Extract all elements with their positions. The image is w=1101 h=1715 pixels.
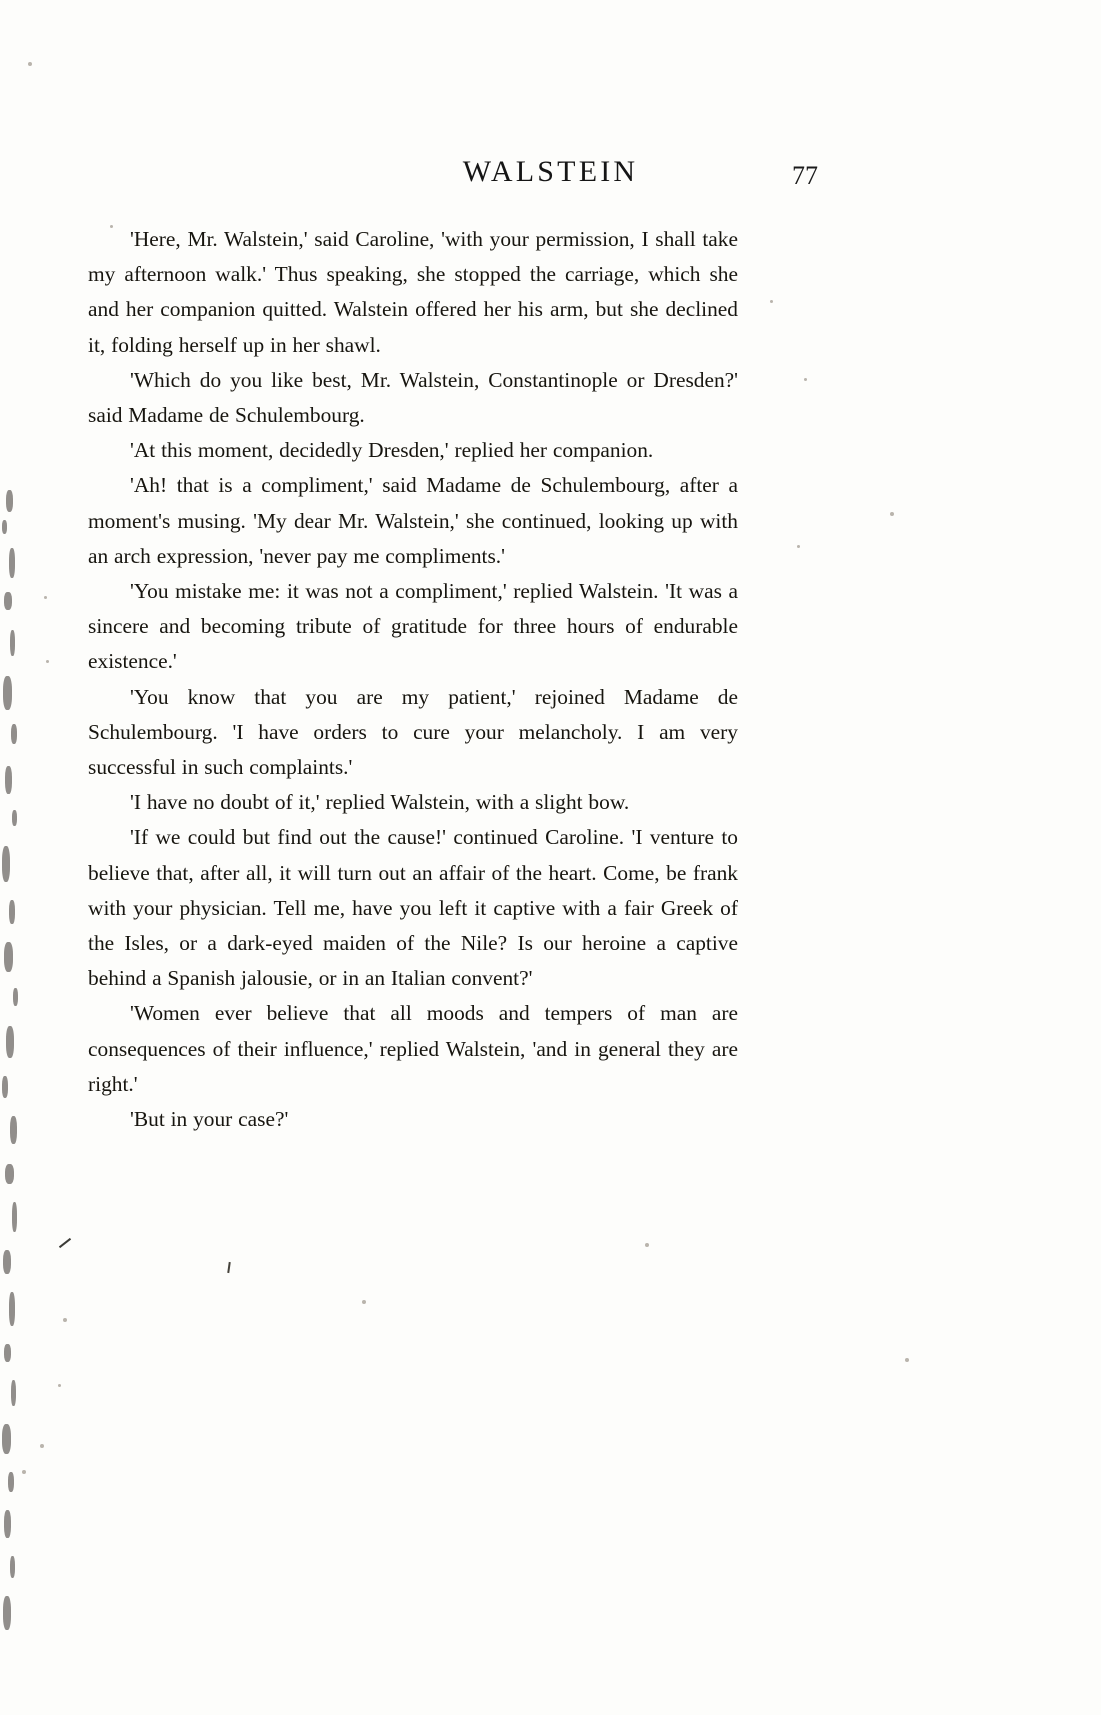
scan-dust	[46, 660, 49, 663]
paragraph: 'Here, Mr. Walstein,' said Caroline, 'with your permission, I shall take my afternoon walk.' Thus speaking, she stopped the carriage, which she and her companion quitted. Walstein offered her his arm, but she declined it, folding herself up in her shawl.	[88, 227, 738, 357]
paragraph: 'Ah! that is a compliment,' said Madame de Schulembourg, after a moment's musing. 'My dear Mr. Walstein,' she continued, looking up with an arch expression, 'never pay me compliments.'	[88, 473, 738, 568]
paragraph: 'Women ever believe that all moods and tempers of man are consequences of their influence,' replied Walstein, 'and in general they are right.'	[88, 1001, 738, 1096]
margin-pen-mark	[59, 1238, 71, 1248]
running-title: WALSTEIN	[462, 155, 639, 188]
scan-dust	[905, 1358, 909, 1362]
scan-dust	[362, 1300, 366, 1304]
scan-dust	[770, 300, 773, 303]
stray-ink-mark	[227, 1262, 231, 1273]
scan-dust	[645, 1243, 649, 1247]
paragraph: 'You know that you are my patient,' rejoined Madame de Schulembourg. 'I have orders to cure your melancholy. I am very successful in such complaints.'	[88, 684, 738, 780]
paragraph: 'At this moment, decidedly Dresden,' replied her companion.	[130, 438, 654, 463]
scan-dust	[44, 596, 47, 599]
scan-dust	[40, 1444, 44, 1448]
paragraph: 'You mistake me: it was not a compliment,' replied Walstein. 'It was a sincere and becoming tribute of gratitude for three hours of endurable existence.'	[88, 579, 738, 674]
page-text-block	[88, 222, 738, 1137]
paragraph: 'But in your case?'	[130, 1107, 289, 1132]
scan-dust	[22, 1470, 26, 1474]
paragraph: 'I have no doubt of it,' replied Walstein, with a slight bow.	[130, 790, 630, 815]
scan-dust	[28, 62, 32, 66]
scan-dust	[63, 1318, 67, 1322]
paragraph: 'Which do you like best, Mr. Walstein, Constantinople or Dresden?' said Madame de Schulembourg.	[88, 367, 738, 428]
binding-edge-artifact	[0, 480, 26, 1660]
scan-dust	[797, 545, 800, 548]
scan-dust	[890, 512, 894, 516]
page-header	[0, 155, 1101, 199]
scan-dust	[804, 378, 807, 381]
paragraph: 'If we could but find out the cause!' continued Caroline. 'I venture to believe that, after all, it will turn out an affair of the heart. Come, be frank with your physician. Tell me, have you left it captive with a fair Greek of the Isles, or a dark-eyed maiden of the Nile? Is our heroine a captive behind a Spanish jalousie, or in an Italian convent?'	[88, 825, 738, 991]
scan-dust	[58, 1384, 61, 1387]
page-number: 77	[792, 161, 818, 190]
